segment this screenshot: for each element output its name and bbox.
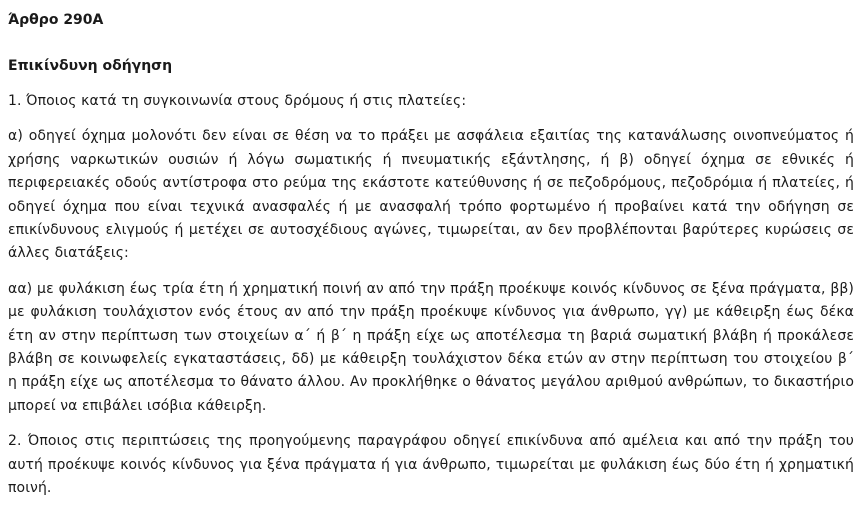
article-title: Άρθρο 290Α <box>8 12 104 28</box>
paragraph-1-conditions: α) οδηγεί όχημα μολονότι δεν είναι σε θέση να το πράξει με ασφάλεια εξαιτίας της κατανάλωσης οινοπνεύματος ή χρήσης ναρκωτικών ουσιών ή λόγω σωματικής ή πνευματικής εξάντλησης, ή β) οδηγεί όχημα σε εθνικές ή περιφερειακές οδούς αντίστροφα στο ρεύμα της εκάστοτε κατεύθυνσης ή σε πεζοδρόμους, πεζοδρόμια ή πλατείες, ή οδηγεί όχημα που είναι τεχνικά ανασφαλές ή με ανασφαλή τρόπο φορτωμένο ή προβαίνει κατά την οδήγηση σε επικίνδυνους ελιγμούς ή μετέχει σε αυτοσχέδιους αγώνες, τιμωρείται, αν δεν προβλέπονται βαρύτερες κυρώσεις σε άλλες διατάξεις: <box>8 128 854 262</box>
paragraph-2: 2. Όποιος στις περιπτώσεις της προηγούμενης παραγράφου οδηγεί επικίνδυνα από αμέλεια και από την πράξη του αυτή προέκυψε κοινός κίνδυνος για ξένα πράγματα ή για άνθρωπο, τιμωρείται με φυλάκιση έως δύο έτη ή χρηματική ποινή. <box>8 433 854 497</box>
paragraph-1-intro: 1. Όποιος κατά τη συγκοινωνία στους δρόμους ή στις πλατείες: <box>8 93 467 109</box>
article-subtitle: Επικίνδυνη οδήγηση <box>8 58 173 74</box>
paragraph-1-penalties: αα) με φυλάκιση έως τρία έτη ή χρηματική ποινή αν από την πράξη προέκυψε κοινός κίνδυνος σε ξένα πράγματα, ββ) με φυλάκιση τουλάχιστον ενός έτους αν από την πράξη προέκυψε κίνδυνος για άνθρωπο, γγ) με κάθειρξη έως δέκα έτη αν στην περίπτωση των στοιχείων α΄ ή β΄ η πράξη είχε ως αποτέλεσμα τη βαριά σωματική βλάβη ή προκάλεσε βλάβη σε κοινωφελείς εγκαταστάσεις, δδ) με κάθειρξη τουλάχιστον δέκα ετών αν στην περίπτωση του στοιχείου β΄ η πράξη είχε ως αποτέλεσμα το θάνατο άλλου. Αν προκλήθηκε ο θάνατος μεγάλου αριθμού ανθρώπων, το δικαστήριο μπορεί να επιβάλει ισόβια κάθειρξη. <box>8 280 854 414</box>
